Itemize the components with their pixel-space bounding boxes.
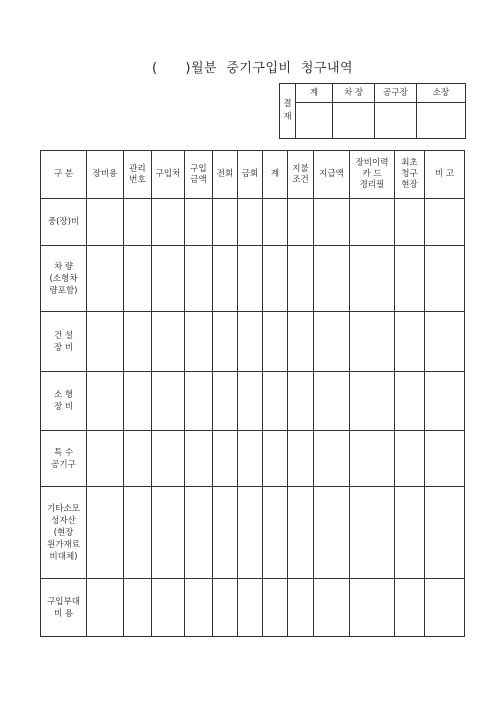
table-cell[interactable] [213,579,238,637]
table-cell[interactable] [263,246,288,312]
table-cell[interactable] [238,199,263,246]
table-cell[interactable] [87,246,124,312]
header-payment-terms: 지불 조건 [288,151,314,199]
table-cell[interactable] [314,246,350,312]
table-cell[interactable] [87,487,124,579]
table-cell[interactable] [425,199,465,246]
table-cell[interactable] [288,579,314,637]
table-cell[interactable] [87,312,124,372]
header-equipment-use: 장비용 [87,151,124,199]
row-label-vehicles: 차 량 (소형차 량포함) [41,246,87,312]
table-cell[interactable] [152,372,185,431]
table-cell[interactable] [124,579,152,637]
table-cell[interactable] [238,372,263,431]
header-purchase-amount: 구입 금액 [185,151,213,199]
approval-header-total: 계 [296,84,333,103]
table-cell[interactable] [87,372,124,431]
table-cell[interactable] [263,372,288,431]
table-cell[interactable] [263,579,288,637]
table-cell[interactable] [425,372,465,431]
title-text: ( )월분 중기구입비 청구내역 [152,61,354,76]
header-total: 계 [263,151,288,199]
table-cell[interactable] [124,312,152,372]
header-current: 금회 [238,151,263,199]
table-cell[interactable] [213,431,238,487]
table-cell[interactable] [288,372,314,431]
table-cell[interactable] [124,372,152,431]
header-category: 구 분 [41,151,87,199]
table-cell[interactable] [395,487,425,579]
table-cell[interactable] [395,199,425,246]
approval-sign-cell[interactable] [296,103,333,139]
approval-header-section-chief: 공구장 [375,84,417,103]
table-cell[interactable] [350,199,395,246]
table-cell[interactable] [213,246,238,312]
table-cell[interactable] [263,312,288,372]
table-row [41,579,465,637]
table-cell[interactable] [213,199,238,246]
table-cell[interactable] [185,199,213,246]
row-label-special-tools: 특 수 공기구 [41,431,87,487]
table-cell[interactable] [185,372,213,431]
table-cell[interactable] [395,246,425,312]
table-cell[interactable] [350,312,395,372]
header-remarks: 비 고 [425,151,465,199]
table-cell[interactable] [350,487,395,579]
header-row [41,151,465,199]
table-cell[interactable] [395,312,425,372]
table-cell[interactable] [124,199,152,246]
header-paid-amount: 지급액 [314,151,350,199]
header-previous: 전회 [213,151,238,199]
table-cell[interactable] [185,579,213,637]
table-cell[interactable] [238,487,263,579]
table-cell[interactable] [288,431,314,487]
table-cell[interactable] [87,199,124,246]
table-cell[interactable] [350,246,395,312]
row-label-heavy-equipment: 중(장)비 [41,199,87,246]
table-cell[interactable] [124,431,152,487]
table-cell[interactable] [152,199,185,246]
table-cell[interactable] [263,487,288,579]
approval-sign-cell[interactable] [333,103,375,139]
table-cell[interactable] [87,431,124,487]
table-cell[interactable] [152,487,185,579]
row-label-other-consumables: 기타소모 성자산 (현장 원가재료 비대체) [41,487,87,579]
table-cell[interactable] [213,372,238,431]
approval-sign-cell[interactable] [375,103,417,139]
table-cell[interactable] [425,431,465,487]
header-first-claim-site: 최초 청구 현장 [395,151,425,199]
table-cell[interactable] [350,372,395,431]
table-cell[interactable] [425,487,465,579]
table-cell[interactable] [152,246,185,312]
claim-table [40,150,465,637]
table-cell[interactable] [213,312,238,372]
table-row [41,199,465,246]
table-cell[interactable] [314,199,350,246]
table-cell[interactable] [185,312,213,372]
table-cell[interactable] [152,579,185,637]
row-label-construction-equipment: 건 설 장 비 [41,312,87,372]
header-management-number: 관리 번호 [124,151,152,199]
table-cell[interactable] [425,312,465,372]
approval-header-director: 소장 [417,84,466,103]
table-cell[interactable] [213,487,238,579]
table-row [41,431,465,487]
table-cell[interactable] [425,579,465,637]
table-row [41,487,465,579]
table-cell[interactable] [263,431,288,487]
table-cell[interactable] [395,372,425,431]
table-cell[interactable] [87,579,124,637]
table-cell[interactable] [288,199,314,246]
table-row [41,312,465,372]
table-cell[interactable] [124,487,152,579]
table-cell[interactable] [288,312,314,372]
table-cell[interactable] [238,431,263,487]
row-label-small-equipment: 소 형 장 비 [41,372,87,431]
table-cell[interactable] [152,431,185,487]
table-cell[interactable] [238,579,263,637]
table-cell[interactable] [350,579,395,637]
table-cell[interactable] [185,487,213,579]
table-cell[interactable] [314,312,350,372]
table-cell[interactable] [263,199,288,246]
table-cell[interactable] [314,431,350,487]
approval-sign-cell[interactable] [417,103,466,139]
table-cell[interactable] [185,246,213,312]
table-cell[interactable] [288,487,314,579]
table-cell[interactable] [425,246,465,312]
approval-side-label: 결 재 [280,84,296,139]
table-cell[interactable] [152,312,185,372]
table-row [41,246,465,312]
table-cell[interactable] [395,431,425,487]
table-cell[interactable] [288,246,314,312]
table-cell[interactable] [185,431,213,487]
table-cell[interactable] [395,579,425,637]
header-vendor: 구입처 [152,151,185,199]
table-cell[interactable] [238,246,263,312]
row-label-incidental-costs: 구입부대 비 용 [41,579,87,637]
header-equipment-history: 장비이력 카 드 경리필 [350,151,395,199]
table-row [41,372,465,431]
table-cell[interactable] [350,431,395,487]
table-cell[interactable] [314,372,350,431]
approval-header-deputy: 차 장 [333,84,375,103]
table-cell[interactable] [238,312,263,372]
table-cell[interactable] [314,579,350,637]
table-cell[interactable] [124,246,152,312]
approval-table [279,83,466,139]
table-cell[interactable] [314,487,350,579]
